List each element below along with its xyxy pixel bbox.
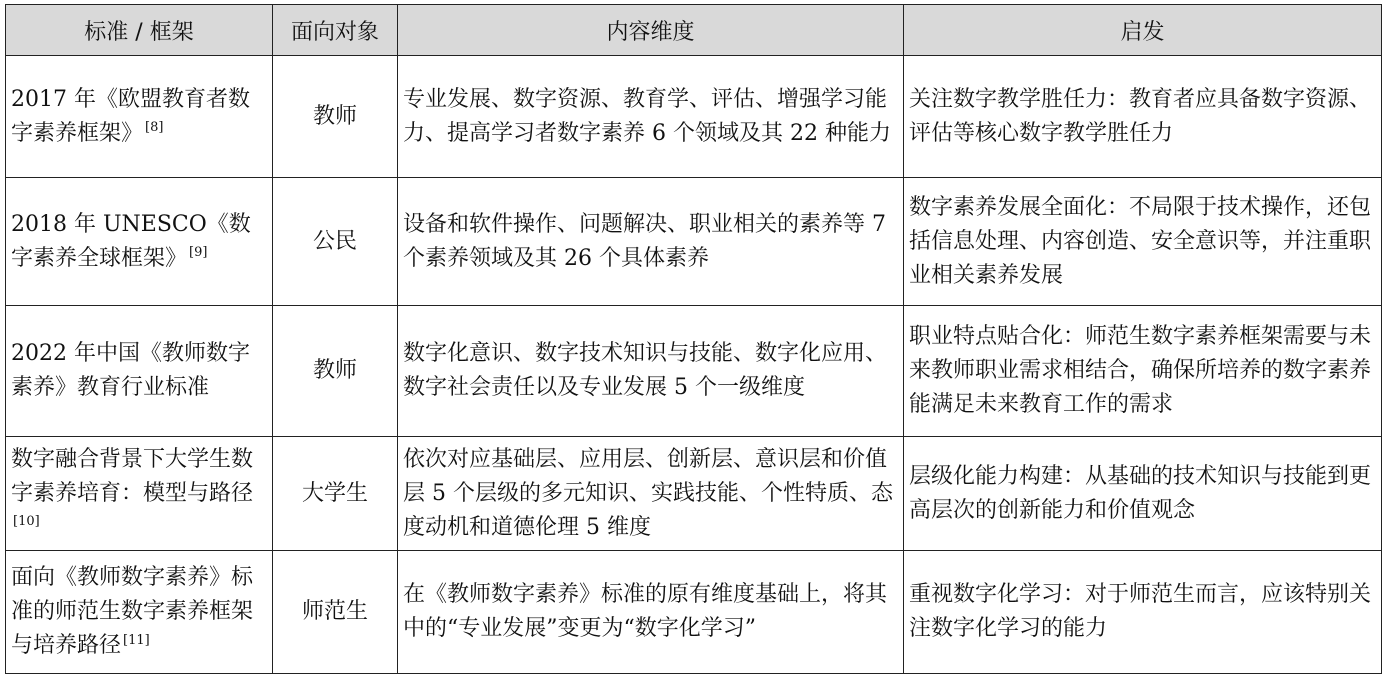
table-row (6, 437, 1382, 551)
audience-cell: 大学生 (273, 437, 398, 551)
table-row (6, 178, 1382, 306)
framework-cell (6, 56, 273, 178)
insight-cell: 层级化能力构建：从基础的技术知识与技能到更高层次的创新能力和价值观念 (904, 437, 1382, 551)
content-cell: 在《教师数字素养》标准的原有维度基础上，将其中的“专业发展”变更为“数字化学习” (398, 551, 904, 674)
audience-cell: 教师 (273, 306, 398, 437)
table-body (6, 56, 1382, 674)
insight-cell: 职业特点贴合化：师范生数字素养框架需要与未来教师职业需求相结合，确保所培养的数字素养能满足未来教育工作的需求 (904, 306, 1382, 437)
framework-cell (6, 437, 273, 551)
header-audience: 面向对象 (273, 5, 398, 56)
framework-cell (6, 306, 273, 437)
reference-marker: [10] (13, 514, 40, 530)
content-cell: 依次对应基础层、应用层、创新层、意识层和价值层 5 个层级的多元知识、实践技能、个性特质、态度动机和道德伦理 5 维度 (398, 437, 904, 551)
framework-name: 数字融合背景下大学生数字素养培育：模型与路径 (11, 446, 254, 506)
framework-cell (6, 551, 273, 674)
reference-marker: [8] (145, 120, 164, 136)
header-insight: 启发 (904, 5, 1382, 56)
table-row (6, 306, 1382, 437)
framework-comparison-table (5, 4, 1382, 674)
content-cell: 设备和软件操作、问题解决、职业相关的素养等 7 个素养领域及其 26 个具体素养 (398, 178, 904, 306)
reference-marker: [9] (189, 245, 208, 261)
insight-cell: 重视数字化学习：对于师范生而言，应该特别关注数字化学习的能力 (904, 551, 1382, 674)
audience-cell: 师范生 (273, 551, 398, 674)
framework-name: 2017 年《欧盟教育者数字素养框架》 (11, 86, 250, 146)
content-cell: 数字化意识、数字技术知识与技能、数字化应用、数字社会责任以及专业发展 5 个一级维度 (398, 306, 904, 437)
audience-cell: 教师 (273, 56, 398, 178)
framework-name: 2018 年 UNESCO《数字素养全球框架》 (11, 211, 251, 271)
framework-name: 2022 年中国《教师数字素养》教育行业标准 (11, 341, 250, 400)
table-row (6, 56, 1382, 178)
insight-cell: 关注数字教学胜任力：教育者应具备数字资源、评估等核心数字教学胜任力 (904, 56, 1382, 178)
insight-cell: 数字素养发展全面化：不局限于技术操作，还包括信息处理、内容创造、安全意识等，并注重职业相关素养发展 (904, 178, 1382, 306)
audience-cell: 公民 (273, 178, 398, 306)
table-header (6, 5, 1382, 56)
content-cell: 专业发展、数字资源、教育学、评估、增强学习能力、提高学习者数字素养 6 个领域及其 22 种能力 (398, 56, 904, 178)
framework-cell (6, 178, 273, 306)
table-row (6, 551, 1382, 674)
header-framework: 标准 / 框架 (6, 5, 273, 56)
reference-marker: [11] (123, 632, 150, 648)
header-content: 内容维度 (398, 5, 904, 56)
framework-name: 面向《教师数字素养》标准的师范生数字素养框架与培养路径 (11, 565, 254, 658)
